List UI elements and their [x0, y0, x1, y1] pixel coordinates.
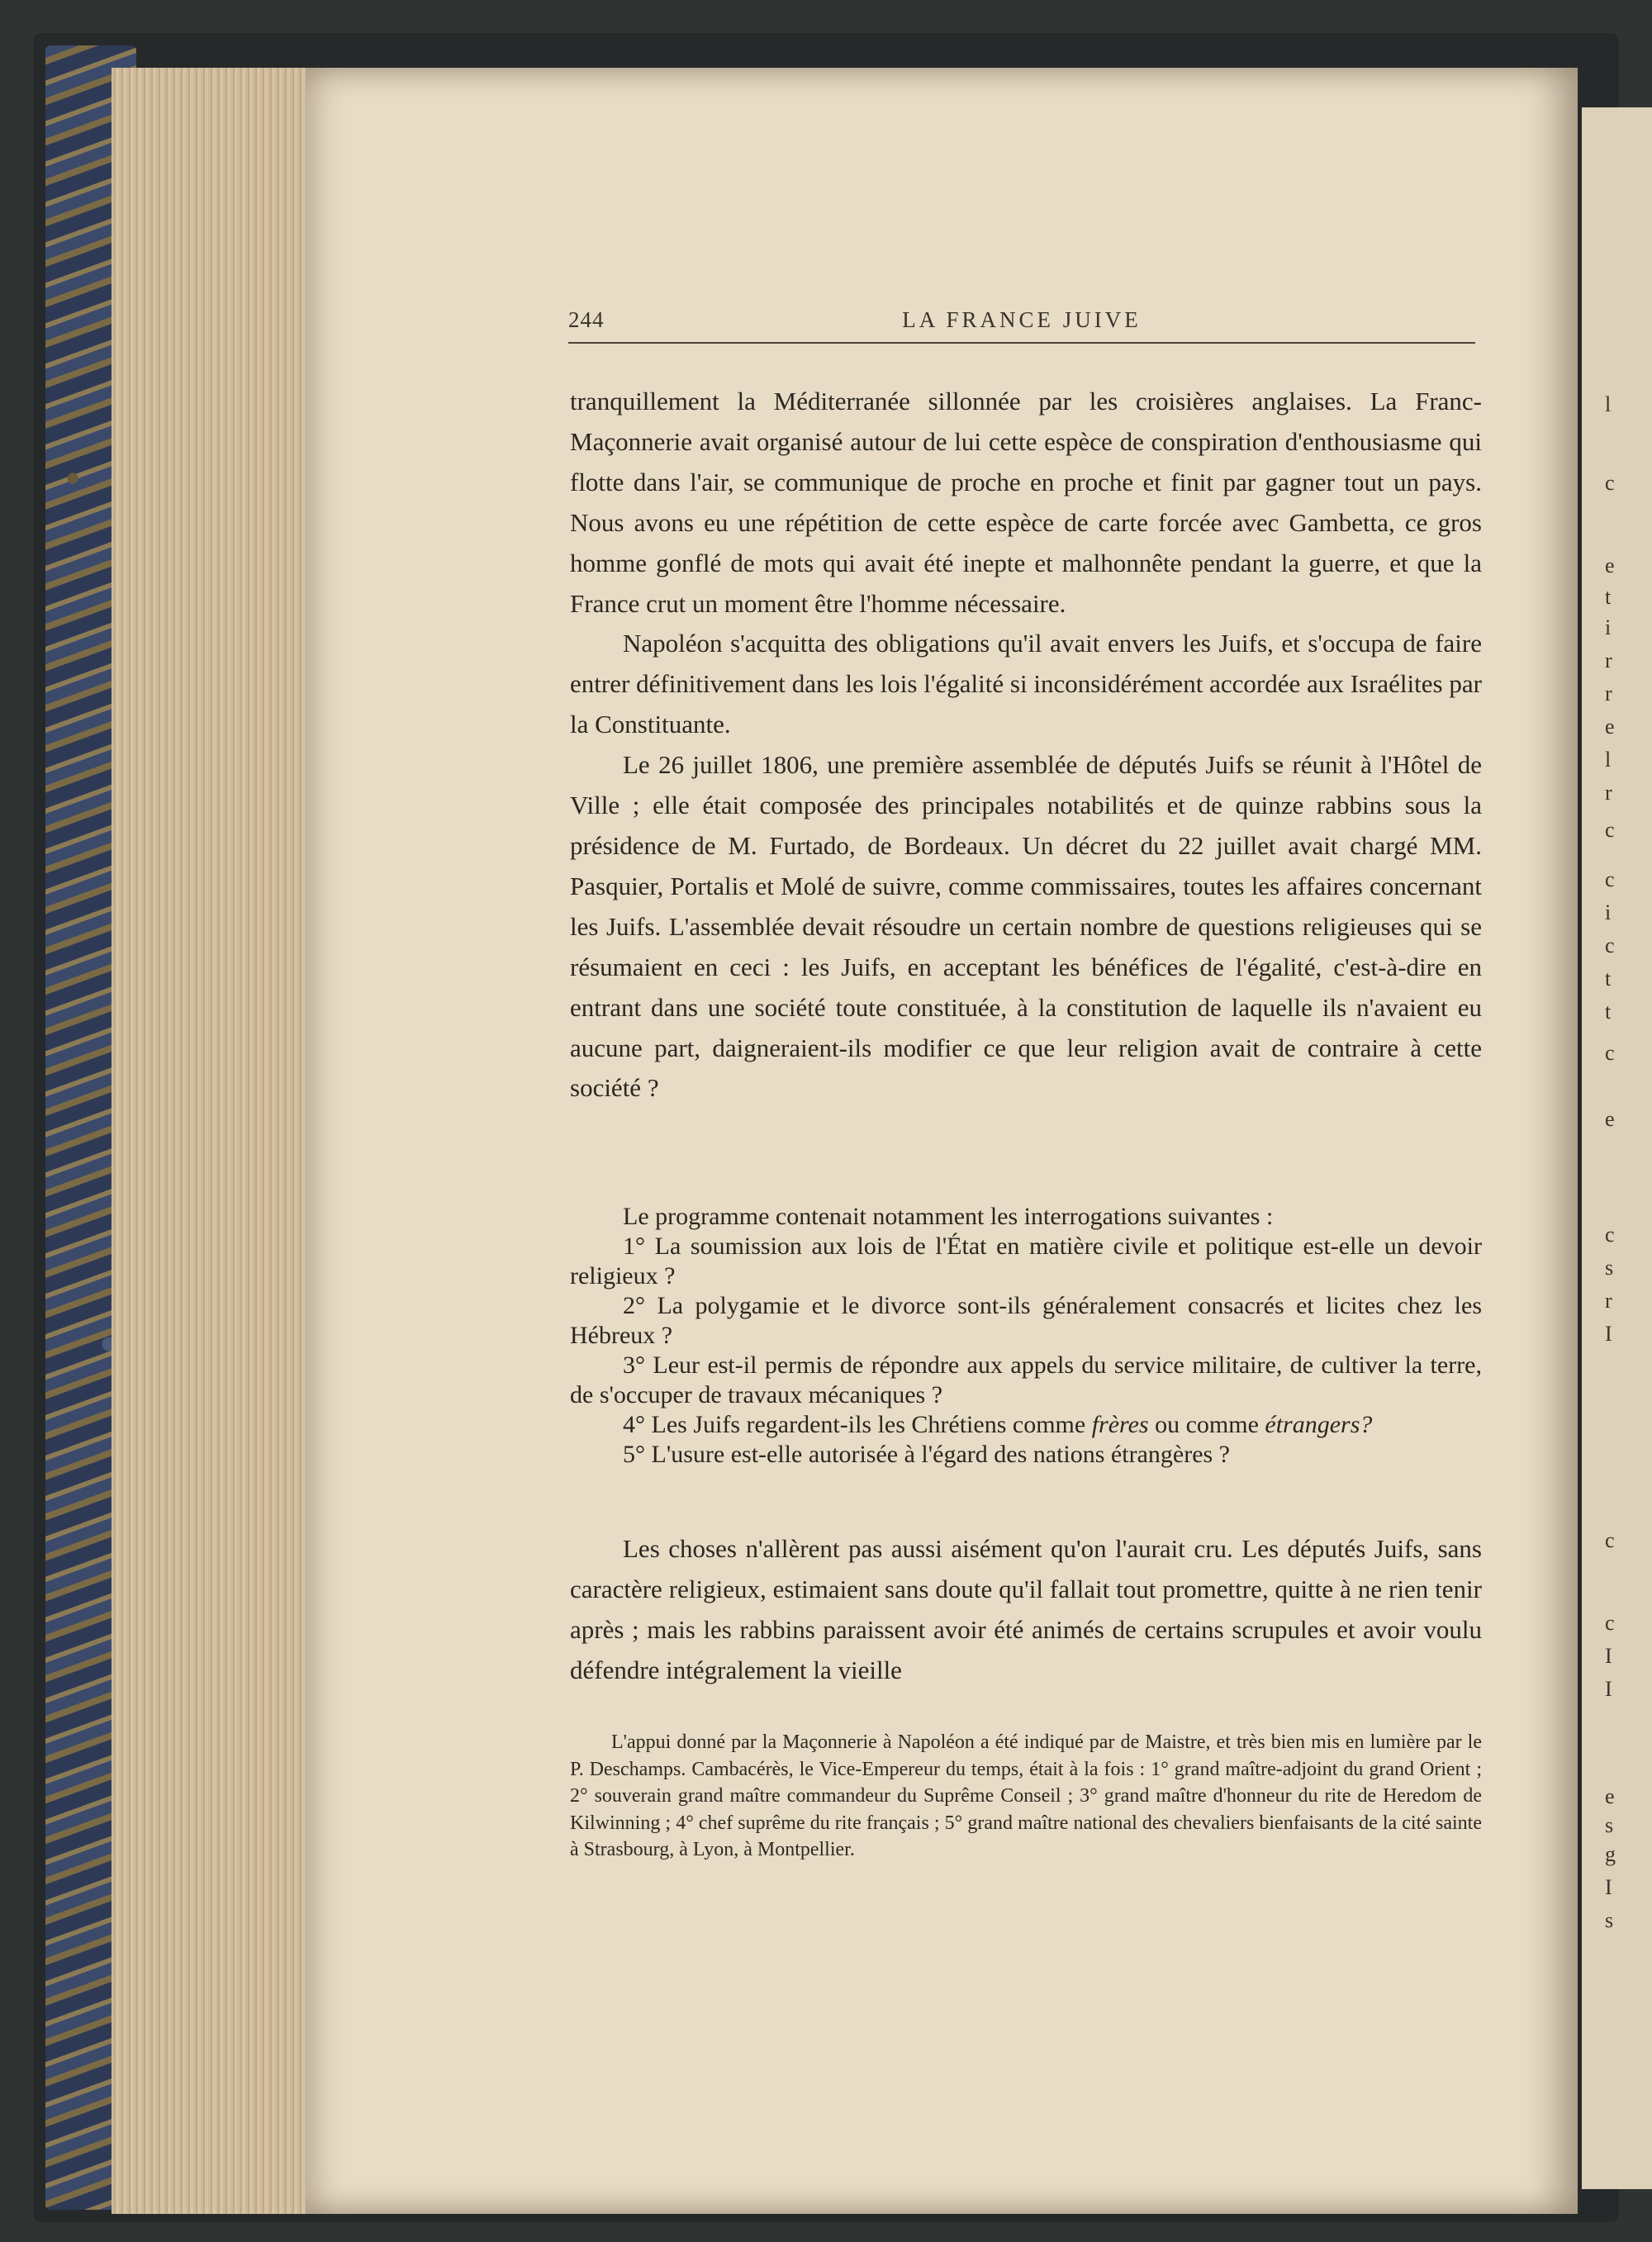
question-item: 5° L'usure est-elle autorisée à l'égard des nations étrangères ? [623, 1441, 1230, 1468]
margin-letter: t [1605, 1000, 1612, 1024]
question-item: 1° La soumission aux lois de l'État en matière civile et politique est-elle un devoir religieux ? [570, 1233, 1482, 1290]
margin-letter: g [1605, 1842, 1616, 1866]
margin-letter: r [1605, 648, 1612, 672]
margin-letter: e [1605, 1784, 1615, 1808]
margin-letter: l [1605, 748, 1612, 772]
paragraph: Napoléon s'acquitta des obligations qu'il avait envers les Juifs, et s'occupa de faire entrer définitivement dans les lois l'égalité si inconsidérément accordée aux Israélites par la Constituante. [570, 629, 1482, 739]
margin-letter: l [1605, 392, 1612, 416]
margin-letter: e [1605, 553, 1615, 577]
program-questions [570, 1202, 1482, 1470]
footnote-text: L'appui donné par la Maçonnerie à Napoléon a été indiqué par de Maistre, et très bien mis en lumière par le P. Deschamps. Cambacérès, le Vice-Empereur du temps, était à la fois : 1° grand maître-adjoint du grand Orient ; 2° souverain grand maître commandeur du Suprême Conseil ; 3° grand maître d'honneur du rite de Heredom de Kilwinning ; 4° chef suprême du rite français ; 5° grand maître national des chevaliers bienfaisants de la cité sainte à Strasbourg, à Lyon, à Montpellier. [570, 1731, 1482, 1860]
margin-letter: I [1605, 1677, 1612, 1701]
margin-letter: I [1605, 1644, 1612, 1668]
page-header [568, 307, 1475, 344]
margin-letter: c [1605, 818, 1615, 842]
question-item: 2° La polygamie et le divorce sont-ils généralement consacrés et licites chez les Hébreux ? [570, 1292, 1482, 1349]
margin-letter: c [1605, 471, 1615, 495]
margin-letter: I [1605, 1875, 1612, 1899]
margin-letter: c [1605, 933, 1615, 957]
margin-letter: t [1605, 967, 1612, 990]
margin-letter: c [1605, 1611, 1615, 1635]
facing-page-margin [1582, 107, 1652, 2189]
margin-letter: e [1605, 715, 1615, 739]
margin-letter: r [1605, 1289, 1612, 1313]
question-item [570, 1410, 1482, 1440]
margin-letter: e [1605, 1107, 1615, 1131]
page-number: 244 [568, 307, 605, 332]
question-item: 3° Leur est-il permis de répondre aux appels du service militaire, de cultiver la terre, de s'occuper de travaux mécaniques ? [570, 1351, 1482, 1408]
question-text: 4° Les Juifs regardent-ils les Chrétiens comme [623, 1411, 1092, 1438]
footnote [570, 1729, 1482, 1864]
margin-letter: s [1605, 1908, 1614, 1932]
margin-letter: i [1605, 900, 1612, 924]
running-title: LA FRANCE JUIVE [902, 307, 1142, 332]
closing-text [570, 1528, 1482, 1690]
margin-letter: I [1605, 1322, 1612, 1346]
emphasis: frères [1091, 1411, 1149, 1438]
paragraph: Les choses n'allèrent pas aussi aisément qu'on l'aurait cru. Les députés Juifs, sans caractère religieux, estimaient sans doute qu'il fallait tout promettre, quitte à ne rien tenir après ; mais les rabbins paraissent avoir été animés de certains scrupules et avoir voulu défendre intégralement la vieille [570, 1534, 1482, 1684]
margin-letter: i [1605, 615, 1612, 639]
margin-letter: s [1605, 1256, 1614, 1280]
margin-letter: t [1605, 585, 1612, 609]
main-text [570, 382, 1482, 1109]
margin-letter: c [1605, 867, 1615, 891]
margin-letter: r [1605, 781, 1612, 805]
margin-letter: c [1605, 1528, 1615, 1552]
header-rule [568, 342, 1475, 344]
paragraph: Le 26 juillet 1806, une première assemblée de députés Juifs se réunit à l'Hôtel de Ville ; elle était composée des principales notabilités et de quinze rabbins sous la présidence de M. Furtado, de Bordeaux. Un décret du 22 juillet avait chargé MM. Pasquier, Portalis et Molé de suivre, comme commissaires, toutes les affaires concernant les Juifs. L'assemblée devait résoudre un certain nombre de questions religieuses qui se résumaient en ceci : les Juifs, en acceptant les bénéfices de l'égalité, c'est-à-dire en entrant dans une société toute constituée, à la constitution de laquelle ils n'avaient eu aucune part, daigneraient-ils modifier ce que leur religion avait de contraire à cette société ? [570, 750, 1482, 1103]
program-intro: Le programme contenait notamment les interrogations suivantes : [623, 1203, 1274, 1230]
page-stack-edge [112, 68, 307, 2214]
margin-letter: c [1605, 1223, 1615, 1247]
question-text: ou comme [1148, 1411, 1265, 1438]
emphasis: étrangers? [1265, 1411, 1373, 1438]
margin-letter: r [1605, 682, 1612, 705]
paragraph: tranquillement la Méditerranée sillonnée par les croisières anglaises. La Franc-Maçonnerie avait organisé autour de lui cette espèce de conspiration d'enthousiasme qui flotte dans l'air, se communique de proche en proche et finit par gagner tout un pays. Nous avons eu une répétition de cette espèce de carte forcée avec Gambetta, ce gros homme gonflé de mots qui avait été inepte et malhonnête pendant la guerre, et que la France crut un moment être l'homme nécessaire. [570, 387, 1482, 618]
margin-letter: c [1605, 1041, 1615, 1065]
margin-letter: s [1605, 1813, 1614, 1837]
